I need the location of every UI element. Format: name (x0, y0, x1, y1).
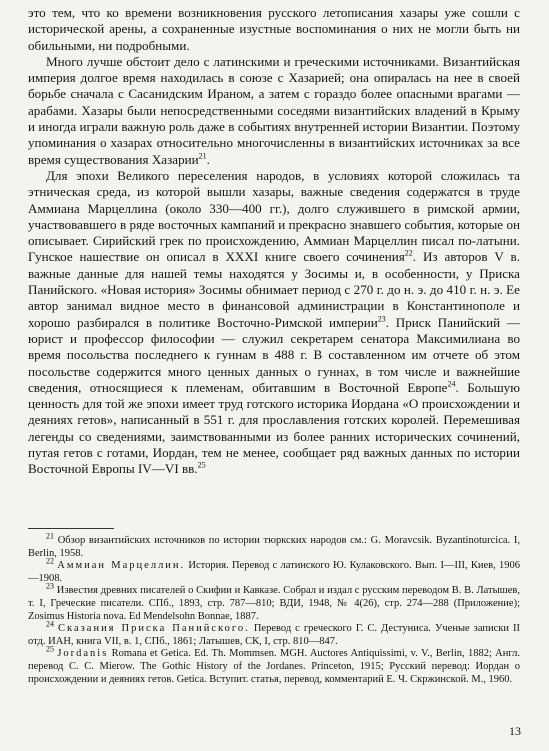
main-text (28, 5, 520, 478)
footnote-ref-22: 22 (404, 249, 413, 259)
footnote-22: $^{22}$ Аммиан Марцеллин. История. Перевод с латинского Ю. Кулаковского. Вып. I—III, Киев, 1906—1908. (28, 556, 521, 584)
paragraph-1: это тем, что ко времени возникновения русского летописания хазары уже сошли с исторической арены, а сохраненные изустные воспоминания о них не могли быть ни обильными, ни подробными. (28, 5, 520, 53)
footnote-ref-24: 24 (447, 379, 456, 389)
footnote-ref-25: 25 (197, 460, 206, 470)
footnote-21: $^{21}$ Обзор византийских источников по истории тюркских народов см.: G. Moravcsik. Byzantinoturcica. I, Berlin, 1958. (28, 531, 520, 559)
paragraph-3: Для эпохи Великого переселения народов, в условиях которой сложилась та этническая среда, из которой вышли хазары, важные сведения содержатся в труде Аммиана Марцеллина (около 330—400 гг.), долго служившего в римской армии, участвовавшего в ряде восточных кампаний и прекрасно знавшего события, которые он описывает. Сирийский грек по происхождению, Аммиан Марцеллин писал по-латыни. Гунское нашествие он описал в XXXI книге своего сочинения$^{22}$. Из авторов V в. важные данные для нашей темы находятся у Зосимы и, в особенности, у Приска Панийского. «Новая история» Зосимы обнимает период с 270 г. до н. э. до 410 г. н. э. Ее автор занимал видное место в финансовой администрации в Константинополе и хорошо разбирался в политике Восточно-Римской империи$^{23}$. Приск Панийский — юрист и профессор философии — служил секретарем сенатора Максимилиана во время посольства последнего к гуннам в 488 г. В составленном им отчете об этом посольстве содержится много ценных данных о гуннах, в том числе и важнейшие сведения, относящиеся к племенам, обитавшим в Восточной Европе$^{24}$. Большую ценность для той же эпохи имеет труд готского историка Иордана «О происхождении и деяниях гетов», написанный в 551 г. для прославления готских королей. Перемешивая легенды со сведениями, заимствованными из более ранних исторических сочинений, путая гетов с готами, Иордан, тем не менее, сообщает ряд важных данных по истории Восточной Европы IV—VI вв.$^{25}$ (28, 167, 520, 477)
footnote-24: $^{24}$ Сказания Приска Панийского. Перевод с греческого Г. С. Дестуниса. Ученые записки II отд. ИАН, книга VII, в. 1, СПб., 1861; Латышев, СК, I, стр. 810—847. (28, 619, 520, 647)
footnote-ref-23: 23 (377, 314, 386, 324)
footnote-ref-21: 21 (198, 151, 207, 161)
footnote-25: $^{25}$ Jordanis Romana et Getica. Ed. Th. Mommsen. MGH. Auctores Antiquissimi, v. V., Berlin, 1882; Англ. перевод С. С. Mierow. The Gothic History of the Jordanes. Princeton, 1915; Русский перевод: Иордан о происхождении и деяниях гетов. Getica. Вступит. статья, перевод, комментарий Е. Ч. Скржинской. М., 1960. (28, 644, 521, 685)
footnote-23: $^{23}$ Известия древних писателей о Скифии и Кавказе. Собрал и издал с русским переводом В. В. Латышев, т. I, Греческие писатели. СПб., 1893, стр. 787—810; ВДИ, 1948, № 4(26), стр. 274—288 (Приложение); Zosimus Historia nova. Ed Mendelsohn Bonnae, 1887. (28, 581, 520, 622)
paragraph-2: Много лучше обстоит дело с латинскими и греческими источниками. Византийская империя долгое время находилась в союзе с Хазарией; она опиралась на нее в своей борьбе сначала с Сасанидским Ираном, а затем с гораздо более опасными врагами — арабами. Хазары были непосредственными соседями византийских владений в Крыму и иногда играли важную роль даже в событиях внутренней истории Византии. Поэтому упоминания о хазарах относительно многочисленны в византийских источниках за все время существования Хазарии$^{21}$. (28, 53, 520, 167)
page-number: 13 (509, 724, 521, 738)
footnotes (28, 531, 521, 686)
footnote-divider (28, 528, 114, 529)
